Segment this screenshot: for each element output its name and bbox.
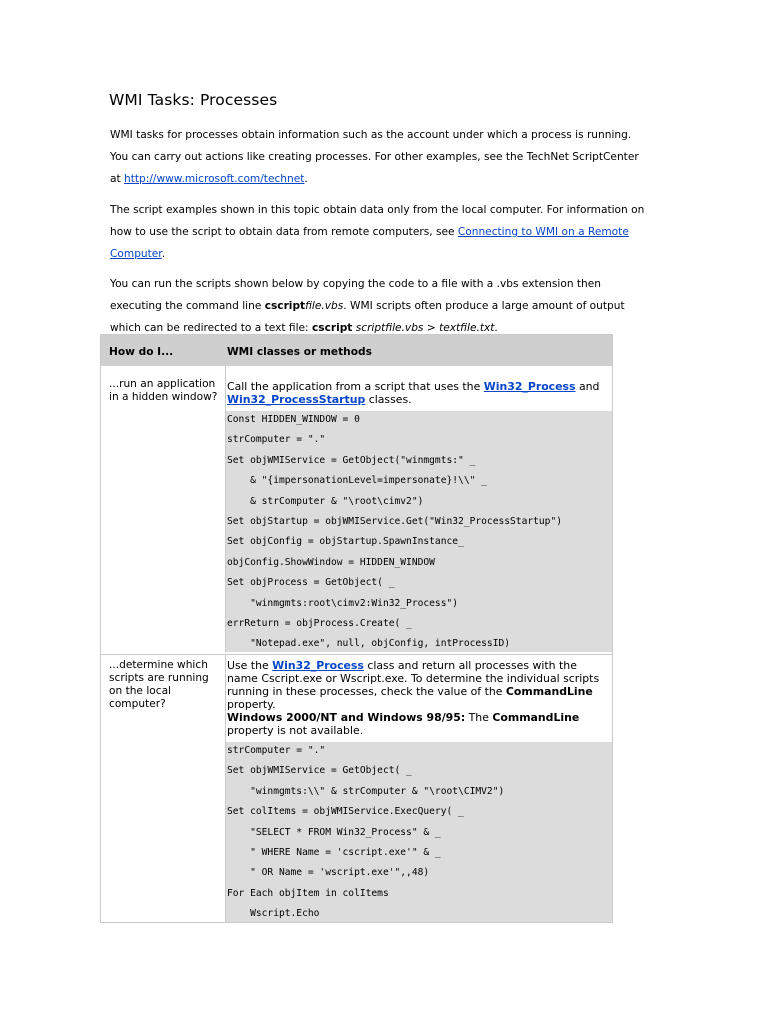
table-row bbox=[101, 366, 612, 652]
win32-process-link[interactable]: Win32_Process bbox=[483, 380, 576, 393]
cscript-command: cscript bbox=[311, 322, 353, 334]
code-line: Set objProcess = GetObject( _ bbox=[227, 577, 395, 589]
code-line: "winmgmts:\\" & strComputer & "\root\CIMV2") bbox=[227, 785, 505, 797]
table-header bbox=[101, 335, 612, 366]
page-title: WMI Tasks: Processes bbox=[109, 91, 278, 109]
question-cell bbox=[101, 366, 226, 652]
platform-note-label: Windows 2000/NT and Windows 98/95: bbox=[227, 711, 466, 724]
code-line: Const HIDDEN_WINDOW = 0 bbox=[227, 414, 360, 425]
code-line: For Each objItem in colItems bbox=[227, 887, 389, 899]
code-line: Wscript.Echo bbox=[227, 908, 320, 920]
code-line: Set objStartup = objWMIService.Get("Win32_ProcessStartup") bbox=[227, 516, 563, 527]
code-line: " OR Name = 'wscript.exe'",,48) bbox=[227, 867, 430, 879]
cscript-command: cscript bbox=[264, 300, 306, 312]
question-text: ...run an application in a hidden window? bbox=[109, 378, 218, 403]
answer-cell bbox=[226, 655, 612, 922]
code-line: objConfig.ShowWindow = HIDDEN_WINDOW bbox=[227, 556, 435, 568]
answer-cell bbox=[226, 366, 612, 652]
intro-paragraph-2: The script examples shown in this topic obtain data only from the local computer. For information on how to use the script to obtain data from remote computers, see Connecting to WMI on a Remote Computer. bbox=[110, 204, 645, 260]
code-line: Set objWMIService = GetObject("winmgmts:" _ bbox=[227, 454, 476, 466]
code-block bbox=[226, 411, 612, 652]
wmi-tasks-table bbox=[100, 334, 613, 923]
code-line: Set objWMIService = GetObject( _ bbox=[227, 765, 412, 777]
answer-description: Call the application from a script that uses the Win32_Process and Win32_ProcessStartup classes. bbox=[227, 380, 600, 406]
answer-description: Use the Win32_Process class and return all processes with the name Cscript.exe or Wscript.exe. To determine the individual scripts running in these processes, check the value of the CommandLine property. Windows 2000/NT and Windows 98/95: The CommandLine property is not available. bbox=[227, 659, 600, 737]
column-header-wmi: WMI classes or methods bbox=[227, 346, 372, 358]
question-cell bbox=[101, 655, 226, 922]
code-line: & "{impersonationLevel=impersonate}!\\" _ bbox=[227, 475, 487, 487]
code-block bbox=[226, 742, 612, 922]
intro-paragraph-3: You can run the scripts shown below by copying the code to a file with a .vbs extension then executing the command line cscriptfile.vbs. WMI scripts often produce a large amount of output which can be redirected to a text file: cscript scriptfile.vbs > textfile.txt. bbox=[110, 278, 625, 334]
code-line: errReturn = objProcess.Create( _ bbox=[227, 618, 412, 629]
win32-processstartup-link[interactable]: Win32_ProcessStartup bbox=[227, 393, 366, 406]
intro-paragraph-1: WMI tasks for processes obtain information such as the account under which a process is running. You can carry out actions like creating processes. For other examples, see the TechNet ScriptCenter at http://www.microsoft.com/technet. bbox=[110, 129, 639, 185]
code-line: " WHERE Name = 'cscript.exe'" & _ bbox=[227, 847, 441, 858]
code-line: Set colItems = objWMIService.ExecQuery( _ bbox=[227, 806, 464, 818]
code-line: "winmgmts:root\cimv2:Win32_Process") bbox=[227, 597, 459, 609]
code-line: "Notepad.exe", null, objConfig, intProcessID) bbox=[227, 638, 511, 650]
code-line: "SELECT * FROM Win32_Process" & _ bbox=[227, 826, 441, 838]
code-line: Set objConfig = objStartup.SpawnInstance_ bbox=[227, 536, 464, 548]
win32-process-link[interactable]: Win32_Process bbox=[272, 659, 364, 672]
table-row bbox=[101, 655, 612, 922]
intro-text-1: WMI tasks for processes obtain information such as the account under which a process is running. You can carry out actions like creating processes. For other examples, see the TechNet ScriptCenter at bbox=[110, 129, 639, 185]
code-line: strComputer = "." bbox=[227, 745, 326, 756]
column-header-how: How do I... bbox=[109, 346, 174, 358]
question-text: ...determine which scripts are running on the local computer? bbox=[109, 659, 209, 710]
technet-link[interactable]: http://www.microsoft.com/technet bbox=[124, 173, 305, 185]
remote-computer-link[interactable]: Connecting to WMI on a Remote Computer bbox=[110, 226, 629, 260]
intro-text-2: The script examples shown in this topic obtain data only from the local computer. For information on how to use the script to obtain data from remote computers, see bbox=[110, 204, 645, 238]
code-line: & strComputer & "\root\cimv2") bbox=[227, 495, 424, 507]
code-line: strComputer = "." bbox=[227, 434, 326, 446]
